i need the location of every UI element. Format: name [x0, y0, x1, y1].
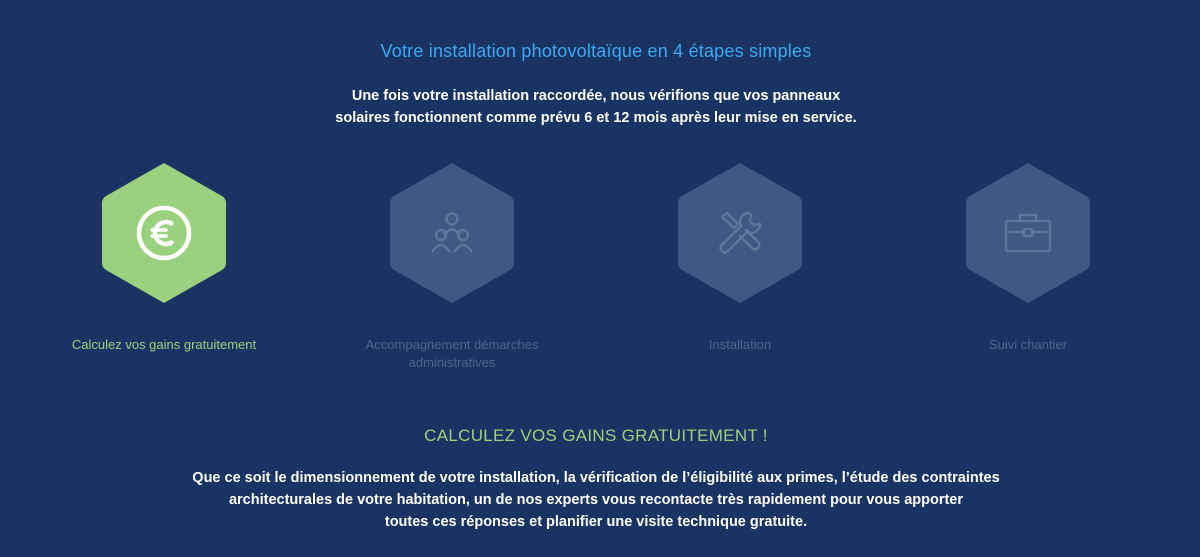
page-title: Votre installation photovoltaïque en 4 étapes simples — [380, 41, 812, 61]
step-label-line-2: administratives — [408, 355, 496, 370]
briefcase-icon — [964, 160, 1092, 306]
step-label: Calculez vos gains gratuitement — [71, 337, 257, 352]
step-label-line-1: Accompagnement démarches — [365, 337, 539, 352]
section-line-2: architecturales de votre habitation, un de nos experts vous recontacte très rapidement pour vous apporter — [228, 492, 964, 508]
step-hexagon[interactable] — [964, 160, 1092, 306]
step-suivi-chantier[interactable] — [928, 160, 1128, 352]
step-hexagon[interactable] — [676, 160, 804, 306]
intro-text — [0, 85, 1192, 129]
section-line-3: toutes ces réponses et planifier une visite technique gratuite. — [384, 514, 808, 530]
step-label: Suivi chantier — [988, 337, 1068, 352]
intro-line-1: Une fois votre installation raccordée, nous vérifions que vos panneaux — [351, 88, 841, 104]
people-icon — [388, 160, 516, 306]
section-description — [0, 467, 1192, 533]
step-label — [352, 336, 552, 372]
section-title: CALCULEZ VOS GAINS GRATUITEMENT ! — [424, 426, 768, 445]
step-accompagnement[interactable] — [352, 160, 552, 370]
step-installation[interactable] — [640, 160, 840, 352]
section-line-1: Que ce soit le dimensionnement de votre installation, la vérification de l’éligibilité aux primes, l’étude des contraintes — [192, 470, 1000, 486]
intro-line-2: solaires fonctionnent comme prévu 6 et 12 mois après leur mise en service. — [335, 110, 857, 126]
tools-icon — [676, 160, 804, 306]
step-hexagon[interactable] — [100, 160, 228, 306]
euro-icon — [100, 160, 228, 306]
step-calculez[interactable] — [64, 160, 264, 352]
step-hexagon[interactable] — [388, 160, 516, 306]
step-label: Installation — [708, 337, 772, 352]
